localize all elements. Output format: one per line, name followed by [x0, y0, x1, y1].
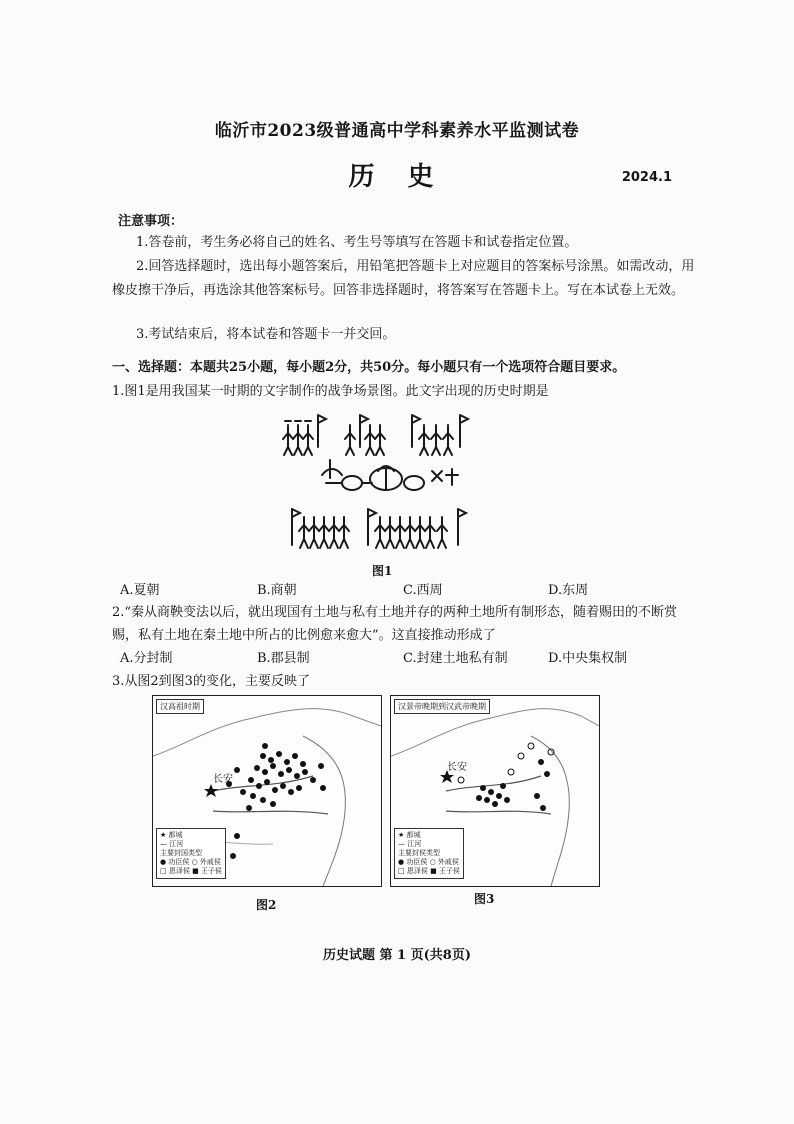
question-3-stem: 3.从图2到图3的变化，主要反映了 [112, 674, 310, 689]
question-1-stem: 1.图1是用我国某一时期的文字制作的战争场景图。此文字出现的历史时期是 [112, 384, 549, 399]
chariot-group [322, 460, 458, 490]
map-figure-3 [390, 695, 600, 887]
map-3-title: 汉景帝晚期到汉武帝晚期 [394, 699, 490, 714]
map-3-city: 长安 [447, 762, 467, 773]
q2-option-c: C.封建土地私有制 [403, 651, 508, 666]
map-2-legend: ★ 都城 — 江河 主要封国类型 ● 功臣侯 ○ 外戚侯 □ 恩泽侯 ■ 王子侯 [156, 828, 226, 879]
warrior-group-top-mid [345, 415, 385, 455]
warrior-group-top-left [283, 415, 326, 455]
figure-2-caption: 图2 [256, 898, 277, 912]
notice-heading: 注意事项： [118, 214, 184, 229]
exam-date: 2024.1 [621, 170, 672, 185]
warrior-group-bottom [292, 509, 466, 548]
warrior-group-top-right [412, 415, 468, 455]
q1-option-a: A.夏朝 [120, 583, 160, 598]
notice-item-3: 3.考试结束后，将本试卷和答题卡一并交回。 [136, 327, 396, 342]
q1-option-c: C.西周 [403, 583, 443, 598]
notice-item-1: 1.答卷前，考生务必将自己的姓名、考生号等填写在答题卡和试卷指定位置。 [136, 235, 578, 250]
map-3-legend: ★ 都城 — 江河 主要封侯类型 ● 功臣侯 ○ 外戚侯 □ 恩泽侯 ■ 王子侯 [394, 828, 464, 879]
section-heading: 一、选择题：本题共25小题，每小题2分，共50分。每小题只有一个选项符合题目要求。 [112, 360, 626, 375]
subject-title: 历 史 [348, 162, 446, 192]
q1-option-d: D.东周 [548, 583, 589, 598]
q2-option-d: D.中央集权制 [548, 651, 628, 666]
map-figure-2 [152, 695, 382, 887]
capital-star-icon: ★ [398, 831, 405, 839]
page-footer: 历史试题 第 1 页(共8页) [323, 948, 471, 963]
oracle-battle-figure [282, 405, 477, 560]
q1-option-b: B.商朝 [257, 583, 297, 598]
exam-title: 临沂市2023级普通高中学科素养水平监测试卷 [214, 121, 580, 141]
notice-item-2: 2.回答选择题时，选出每小题答案后，用铅笔把答题卡上对应题目的答案标号涂黑。如需改动，用橡皮擦干净后，再选涂其他答案标号。回答非选择题时，将答案写在答题卡上。写在本试卷上无效。 [112, 259, 695, 298]
q2-option-a: A.分封制 [120, 651, 173, 666]
q2-option-b: B.郡县制 [257, 651, 310, 666]
map-2-title: 汉高祖时期 [156, 699, 204, 714]
map-2-city: 长安 [213, 774, 233, 785]
figure-3-caption: 图3 [474, 892, 495, 906]
star-icon [204, 784, 218, 797]
figure-1-caption: 图1 [372, 564, 393, 578]
capital-star-icon: ★ [160, 831, 167, 839]
question-2-stem: 2.“秦从商鞅变法以后，就出现国有土地与私有土地并存的两种土地所有制形态，随着赐田的不断赏赐，私有土地在秦土地中所占的比例愈来愈大”。这直接推动形成了 [112, 605, 678, 643]
